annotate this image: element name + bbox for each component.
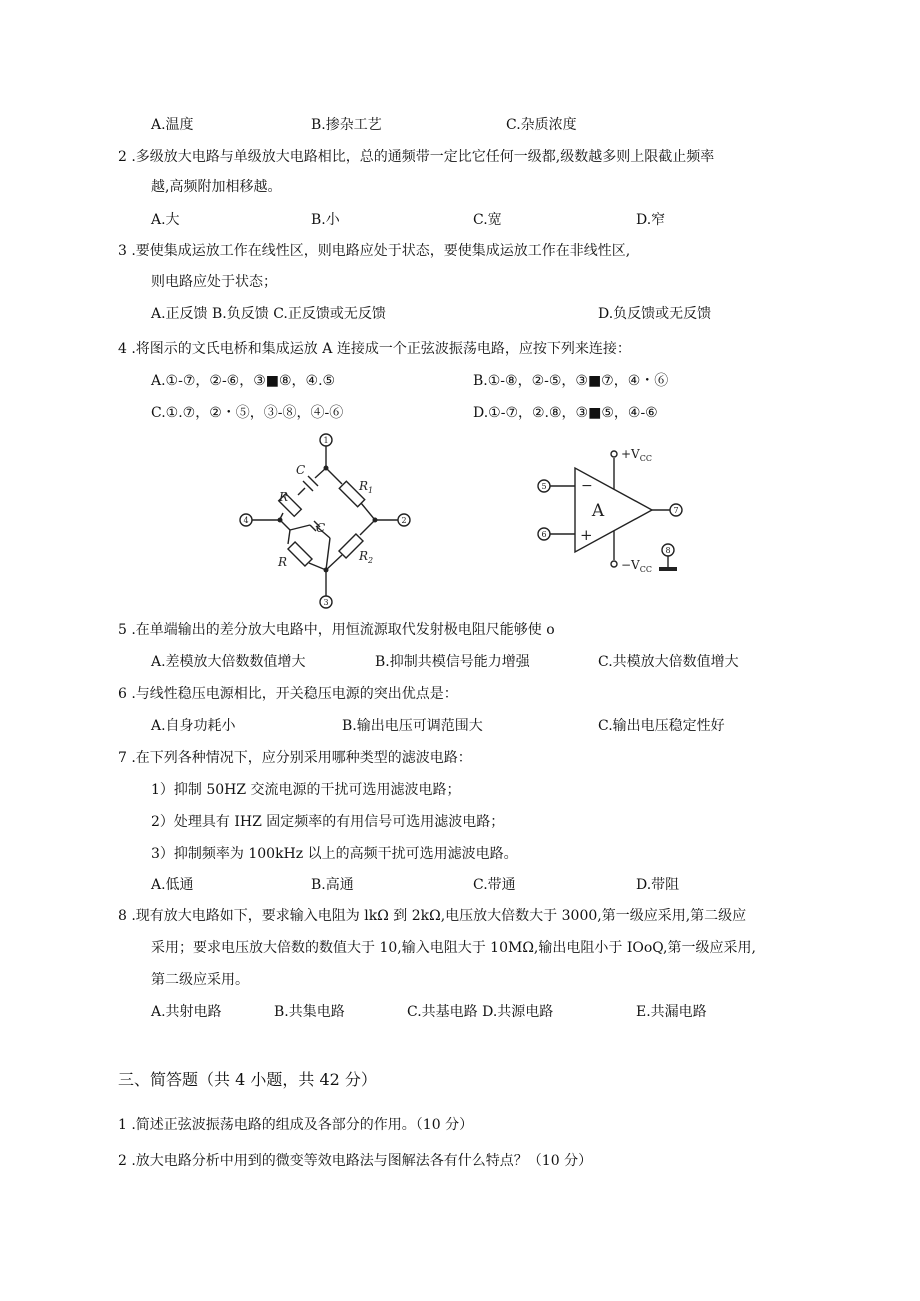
q8-option-a: A.共射电路 (151, 1004, 222, 1020)
q5-text-line1: 5 .在单端输出的差分放大电路中，用恒流源取代发射极电阻尺能够使 o (118, 622, 555, 638)
resistor-r-bottom-label: R (278, 555, 288, 569)
q5-option-b: B.抑制共模信号能力增强 (375, 654, 530, 670)
positive-supply-label: $+V_{CC}$ (621, 447, 652, 463)
q6-option-a: A.自身功耗小 (151, 718, 236, 734)
resistor-r2-label: $R_2$ (359, 549, 374, 565)
q8-option-cd: C.共基电路 D.共源电路 (407, 1004, 554, 1020)
q6-option-b: B.输出电压可调范围大 (342, 718, 483, 734)
q2-option-a: A.大 (151, 212, 180, 228)
node-2-label: 2 (401, 516, 407, 525)
q6-text-line1: 6 .与线性稳压电源相比，开关稳压电源的突出优点是： (118, 686, 458, 702)
noninverting-input-sign: + (580, 526, 593, 544)
q5-option-c: C.共模放大倍数值增大 (598, 654, 739, 670)
node-6-label: 6 (541, 530, 547, 539)
q7-sub-item-2: 2）处理具有 IHZ 固定频率的有用信号可选用滤波电路； (151, 814, 505, 830)
q5-option-a: A.差模放大倍数数值增大 (151, 654, 306, 670)
q8-text-line1: 8 .现有放大电路如下，要求输入电阻为 lkΩ 到 2kΩ,电压放大倍数大于 3000,第一级应采用,第二级应 (118, 908, 747, 924)
node-4-label: 4 (243, 516, 249, 525)
q4-option-b: B.①-⑧，②-⑤，③■⑦，④・⑥ (473, 373, 669, 389)
capacitor-c-mid-label: C (316, 521, 326, 535)
negative-supply-label: $-V_{CC}$ (621, 558, 652, 574)
node-5-label: 5 (541, 482, 547, 491)
q8-option-b: B.共集电路 (274, 1004, 345, 1020)
q1-option-a: A.温度 (151, 117, 194, 133)
q4-text-line1: 4 .将图示的文氏电桥和集成运放 A 连接成一个正弦波振荡电路，应按下列来连接： (118, 341, 631, 357)
q7-sub-item-3: 3）抑制频率为 100kHz 以上的高频干扰可选用滤波电路。 (151, 846, 518, 862)
q2-text-line1: 2 .多级放大电路与单级放大电路相比，总的通频带一定比它任何一级都,级数越多则上限截止频率 (118, 149, 715, 165)
q1-option-c: C.杂质浓度 (506, 117, 577, 133)
node-1-label: 1 (323, 436, 329, 445)
q1-option-b: B.掺杂工艺 (311, 117, 382, 133)
resistor-r-left-label: R (279, 490, 289, 504)
opamp-a-label: A (591, 501, 605, 521)
q7-option-a: A.低通 (151, 877, 194, 893)
q2-option-b: B.小 (311, 212, 340, 228)
q3-text-line2: 则电路应处于状态； (151, 274, 277, 290)
q8-text-line3: 第二级应采用。 (151, 972, 249, 988)
q7-option-c: C.带通 (473, 877, 516, 893)
node-7-label: 7 (673, 506, 679, 515)
q8-text-line2: 采用；要求电压放大倍数的数值大于 10,输入电阻大于 10MΩ,输出电阻小于 IOoQ,第一级应采用, (151, 940, 756, 956)
q7-option-d: D.带阻 (636, 877, 680, 893)
wien-bridge-figure (230, 428, 420, 613)
capacitor-c-top-label: C (296, 463, 306, 477)
q2-option-d: D.窄 (636, 212, 666, 228)
section-3-question-1: 1 .简述正弦波振荡电路的组成及各部分的作用。（10 分） (118, 1117, 474, 1133)
q3-text-line1: 3 .要使集成运放工作在线性区，则电路应处于状态，要使集成运放工作在非线性区, (118, 243, 631, 259)
q6-option-c: C.输出电压稳定性好 (598, 718, 725, 734)
q2-option-c: C.宽 (473, 212, 502, 228)
q4-option-a: A.①-⑦，②-⑥，③■⑧，④.⑤ (151, 373, 336, 389)
q8-option-e: E.共漏电路 (636, 1004, 707, 1020)
q7-option-b: B.高通 (311, 877, 354, 893)
q4-option-c: C.①.⑦，②・⑤，③-⑧，④-⑥ (151, 405, 344, 421)
inverting-input-sign: − (581, 478, 593, 494)
q7-text-line1: 7 .在下列各种情况下，应分别采用哪种类型的滤波电路： (118, 750, 472, 766)
q2-text-line2: 越,高频附加相移越。 (151, 179, 282, 195)
opamp-figure (530, 440, 700, 585)
q4-option-d: D.①-⑦，②.⑧，③■⑤，④-⑥ (473, 405, 658, 421)
resistor-r1-label: $R_1$ (359, 479, 374, 495)
q3-option-abc: A.正反馈 B.负反馈 C.正反馈或无反馈 (151, 306, 386, 322)
q3-option-d: D.负反馈或无反馈 (598, 306, 712, 322)
section-3-title: 三、简答题（共 4 小题，共 42 分） (118, 1070, 377, 1089)
q7-sub-item-1: 1）抑制 50HZ 交流电源的干扰可选用滤波电路； (151, 782, 461, 798)
node-3-label: 3 (323, 598, 329, 607)
section-3-question-2: 2 .放大电路分析中用到的微变等效电路法与图解法各有什么特点？（10 分） (118, 1153, 593, 1169)
node-8-label: 8 (665, 546, 671, 555)
